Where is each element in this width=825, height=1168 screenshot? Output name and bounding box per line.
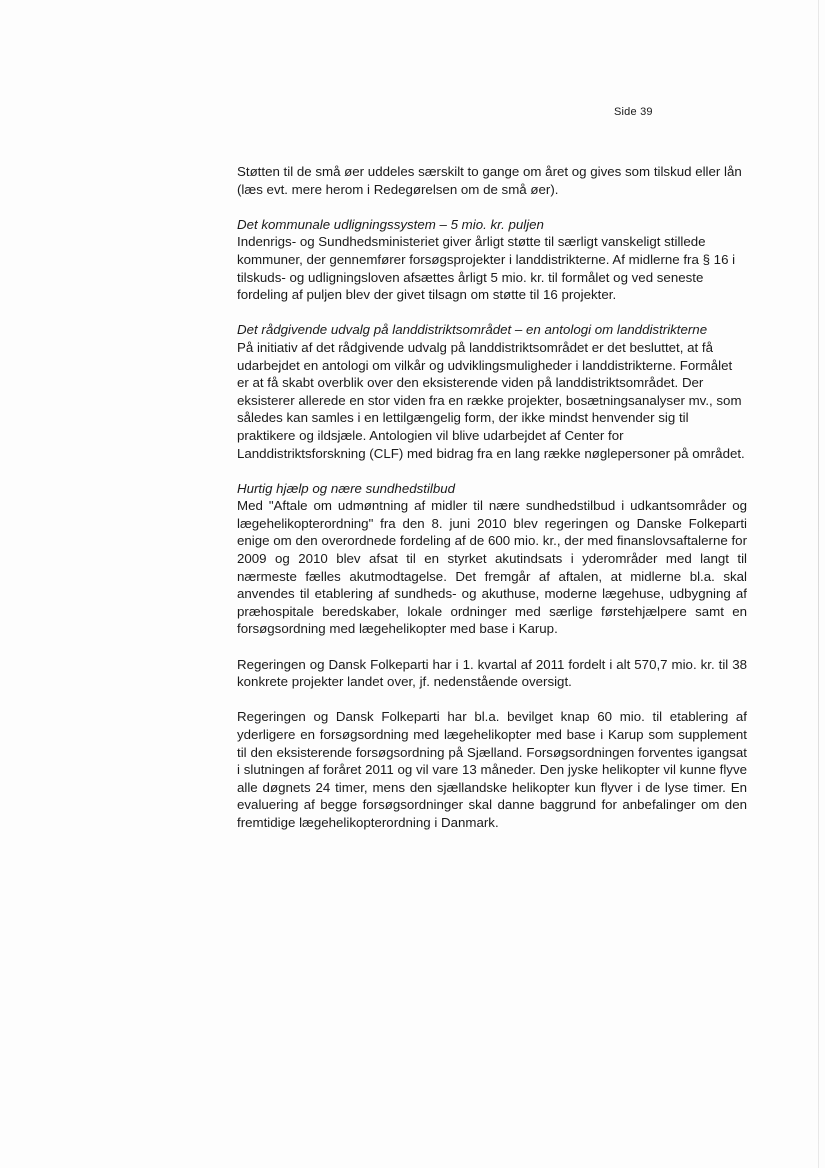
body-paragraph: Regeringen og Dansk Folkeparti har bl.a. bevilget knap 60 mio. til etablering af yderligere en forsøgsordning med lægehelikopter med base i Karup som supplement til den eksisterende forsøgsordning på Sjælland. Forsøgsordningen forventes igangsat i slutningen af foråret 2011 og vil vare 13 måneder. Den jyske helikopter vil kunne flyve alle døgnets 24 timer, mens den sjællandske helikopter kun flyver i de lyse timer. En evaluering af begge forsøgsordninger skal danne baggrund for anbefalinger om den fremtidige lægehelikopterordning i Danmark. (237, 709, 747, 830)
section-hurtig-hjaelp (237, 480, 747, 638)
section-body: På initiativ af det rådgivende udvalg på landdistriktsområdet er det besluttet, at få udarbejdet en antologi om vilkår og udviklingsmuligheder i landdistrikterne. Formålet er at få skabt overblik over den eksisterende viden på landdistriktsområdet. Der eksisterer allerede en stor viden fra en række projekter, bosætningsanalyser mv., som således kan samles i en lettilgængelig form, der ikke mindst henvender sig til praktikere og ildsjæle. Antologien vil blive udarbejdet af Center for Landdistriktsforskning (CLF) med bidrag fra en lang række nøglepersoner på området. (237, 339, 745, 461)
section-heading: Det kommunale udligningssystem – 5 mio. kr. puljen (237, 216, 544, 232)
section-udligningssystem (237, 216, 747, 304)
section-body: Indenrigs- og Sundhedsministeriet giver årligt støtte til særligt vanskeligt stillede kommuner, der gennemfører forsøgsprojekter i landdistrikterne. Af midlerne fra § 16 i tilskuds- og udligningsloven afsættes årligt 5 mio. kr. til formålet og ved seneste fordeling af puljen blev der givet tilsagn om støtte til 16 projekter. (237, 234, 736, 303)
document-body (237, 163, 747, 849)
section-heading: Hurtig hjælp og nære sundhedstilbud (237, 480, 456, 496)
section-body: Med "Aftale om udmøntning af midler til nære sundhedstilbud i udkantsområder og lægehelikopterordning" fra den 8. juni 2010 blev regeringen og Danske Folkeparti enige om den overordnede fordeling af de 600 mio. kr., der med finanslovsaftalerne for 2009 og 2010 blev afsat til en styrket akutindsats i yderområder med langt til nærmeste fælles akutmodtagelse. Det fremgår af aftalen, at midlerne bl.a. skal anvendes til etablering af sundheds- og akuthuse, moderne lægehuse, udbygning af præhospitale beredskaber, lokale ordninger med særlige førstehjælpere samt en forsøgsordning med lægehelikopter med base i Karup. (237, 498, 747, 637)
intro-paragraph: Støtten til de små øer uddeles særskilt to gange om året og gives som tilskud eller lån (læs evt. mere herom i Redegørelsen om de små øer). (237, 164, 742, 197)
scan-edge (818, 0, 819, 1168)
section-heading: Det rådgivende udvalg på landdistriktsområdet – en antologi om landdistrikterne (237, 322, 708, 338)
page-number: Side 39 (614, 106, 653, 118)
body-paragraph: Regeringen og Dansk Folkeparti har i 1. kvartal af 2011 fordelt i alt 570,7 mio. kr. til 38 konkrete projekter landet over, jf. nedenstående oversigt. (237, 656, 747, 690)
section-raadgivende-udvalg (237, 321, 747, 462)
